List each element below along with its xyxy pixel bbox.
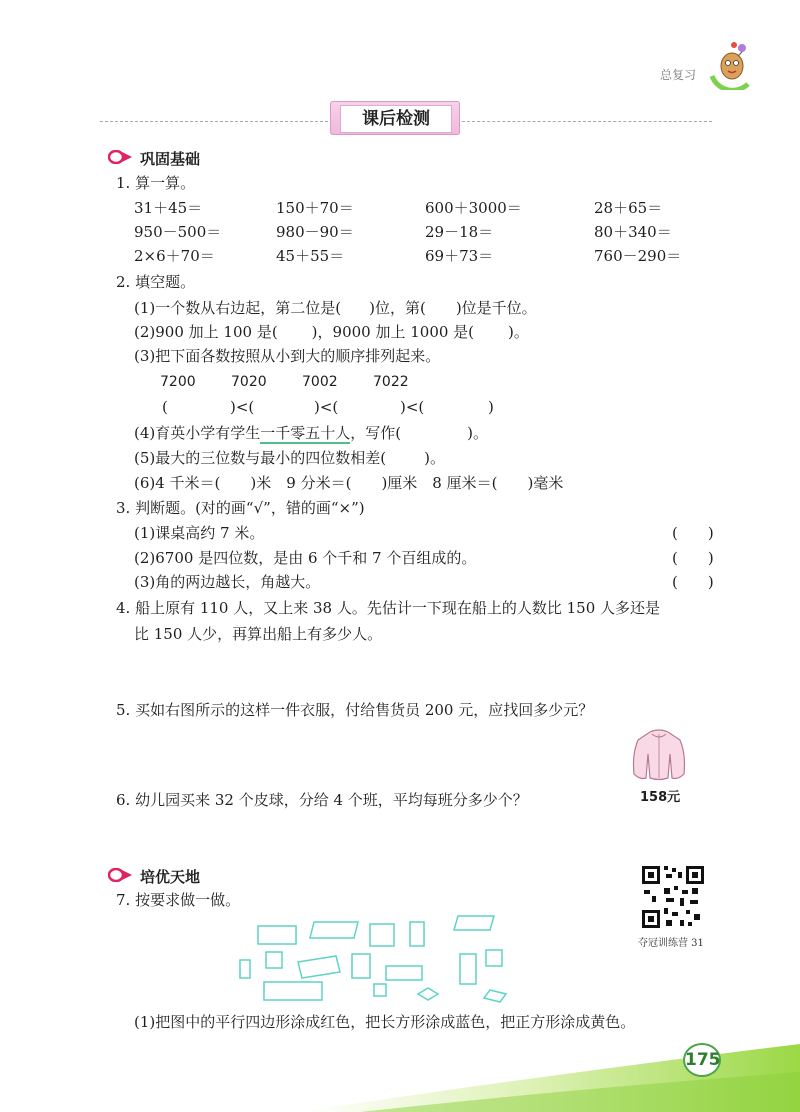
question-4-line2: 比 150 人少，再算出船上有多少人。 bbox=[134, 625, 383, 643]
rectangle-shape bbox=[240, 960, 250, 978]
question-2-title: 2. 填空题。 bbox=[116, 273, 196, 291]
square-shape bbox=[374, 984, 386, 996]
page-title: 课后检测 bbox=[340, 105, 452, 133]
number-item: 7002 bbox=[302, 374, 338, 390]
judge-answer[interactable]: ( ) bbox=[672, 549, 714, 567]
calc-item: 29－18＝ bbox=[425, 223, 494, 241]
parallelogram-shape bbox=[298, 956, 340, 978]
question-3-title: 3. 判断题。(对的画“√”，错的画“×”) bbox=[116, 499, 365, 517]
shapes-figure bbox=[236, 912, 516, 1008]
rhombus-shape bbox=[418, 988, 438, 1000]
parallelogram-shape bbox=[310, 922, 358, 938]
divider bbox=[462, 121, 712, 122]
section-title-advanced: 培优天地 bbox=[140, 868, 201, 886]
parallelogram-shape bbox=[454, 916, 494, 930]
footer-wave bbox=[0, 1020, 800, 1112]
judge-answer[interactable]: ( ) bbox=[672, 573, 714, 591]
rectangle-shape bbox=[410, 922, 424, 946]
question-5: 5. 买如右图所示的这样一件衣服，付给售货员 200 元，应找回多少元？ bbox=[116, 701, 594, 719]
question-7-sub1: (1)把图中的平行四边形涂成红色，把长方形涂成蓝色，把正方形涂成黄色。 bbox=[134, 1013, 636, 1031]
qr-caption: 夺冠训练营 31 bbox=[638, 938, 704, 949]
question-6: 6. 幼儿园买来 32 个皮球，分给 4 个班，平均每班分多少个？ bbox=[116, 791, 528, 809]
order-paren: ) bbox=[488, 398, 494, 416]
section-arrow-icon bbox=[108, 868, 134, 882]
calc-item: 28＋65＝ bbox=[594, 199, 663, 217]
section-arrow-icon bbox=[108, 150, 134, 164]
chapter-label: 总复习 bbox=[660, 68, 697, 82]
calc-item: 80＋340＝ bbox=[594, 223, 672, 241]
fill-line-3: (3)把下面各数按照从小到大的顺序排列起来。 bbox=[134, 347, 441, 365]
number-item: 7020 bbox=[231, 374, 267, 390]
fill-line-4: (4)育英小学有学生一千零五十人，写作( )。 bbox=[134, 424, 488, 442]
price-label: 158元 bbox=[640, 790, 681, 805]
judge-answer[interactable]: ( ) bbox=[672, 524, 714, 542]
order-paren: )<( bbox=[314, 398, 339, 416]
fill-line-6: (6)4 千米＝( )米 9 分米＝( )厘米 8 厘米＝( )毫米 bbox=[134, 474, 564, 492]
rectangle-shape bbox=[460, 954, 476, 984]
question-7-title: 7. 按要求做一做。 bbox=[116, 891, 241, 909]
calc-item: 150＋70＝ bbox=[276, 199, 354, 217]
calc-item: 600＋3000＝ bbox=[425, 199, 522, 217]
mascot-icon bbox=[708, 40, 756, 90]
order-paren: )<( bbox=[400, 398, 425, 416]
section-title-basic: 巩固基础 bbox=[140, 150, 201, 168]
calc-item: 950－500＝ bbox=[134, 223, 222, 241]
question-1-title: 1. 算一算。 bbox=[116, 174, 196, 192]
divider bbox=[100, 121, 328, 122]
calc-item: 2×6＋70＝ bbox=[134, 247, 215, 265]
qr-code-icon[interactable] bbox=[640, 864, 706, 930]
title-banner bbox=[330, 101, 460, 135]
calc-item: 45＋55＝ bbox=[276, 247, 345, 265]
judge-item: (2)6700 是四位数，是由 6 个千和 7 个百组成的。 bbox=[134, 549, 477, 567]
number-item: 7200 bbox=[160, 374, 196, 390]
square-shape bbox=[370, 924, 394, 946]
judge-item: (3)角的两边越长，角越大。 bbox=[134, 573, 321, 591]
order-paren: ( bbox=[162, 398, 168, 416]
page-number: 175 bbox=[683, 1043, 721, 1077]
order-paren: )<( bbox=[230, 398, 255, 416]
number-item: 7022 bbox=[373, 374, 409, 390]
calc-item: 980－90＝ bbox=[276, 223, 354, 241]
calc-item: 31＋45＝ bbox=[134, 199, 203, 217]
calc-item: 69＋73＝ bbox=[425, 247, 494, 265]
parallelogram-shape bbox=[484, 990, 506, 1002]
rectangle-shape bbox=[264, 982, 322, 1000]
question-4-line1: 4. 船上原有 110 人，又上来 38 人。先估计一下现在船上的人数比 150 人多还是 bbox=[116, 599, 661, 617]
fill-line-1: (1)一个数从右边起，第二位是( )位，第( )位是千位。 bbox=[134, 299, 537, 317]
rectangle-shape bbox=[352, 954, 370, 978]
square-shape bbox=[486, 950, 502, 966]
fill-line-5: (5)最大的三位数与最小的四位数相差( )。 bbox=[134, 449, 445, 467]
rectangle-shape bbox=[258, 926, 296, 944]
jacket-icon bbox=[628, 728, 690, 782]
rectangle-shape bbox=[386, 966, 422, 980]
square-shape bbox=[266, 952, 282, 968]
calc-item: 760－290＝ bbox=[594, 247, 682, 265]
judge-item: (1)课桌高约 7 米。 bbox=[134, 524, 265, 542]
fill-line-2: (2)900 加上 100 是( )，9000 加上 1000 是( )。 bbox=[134, 323, 529, 341]
